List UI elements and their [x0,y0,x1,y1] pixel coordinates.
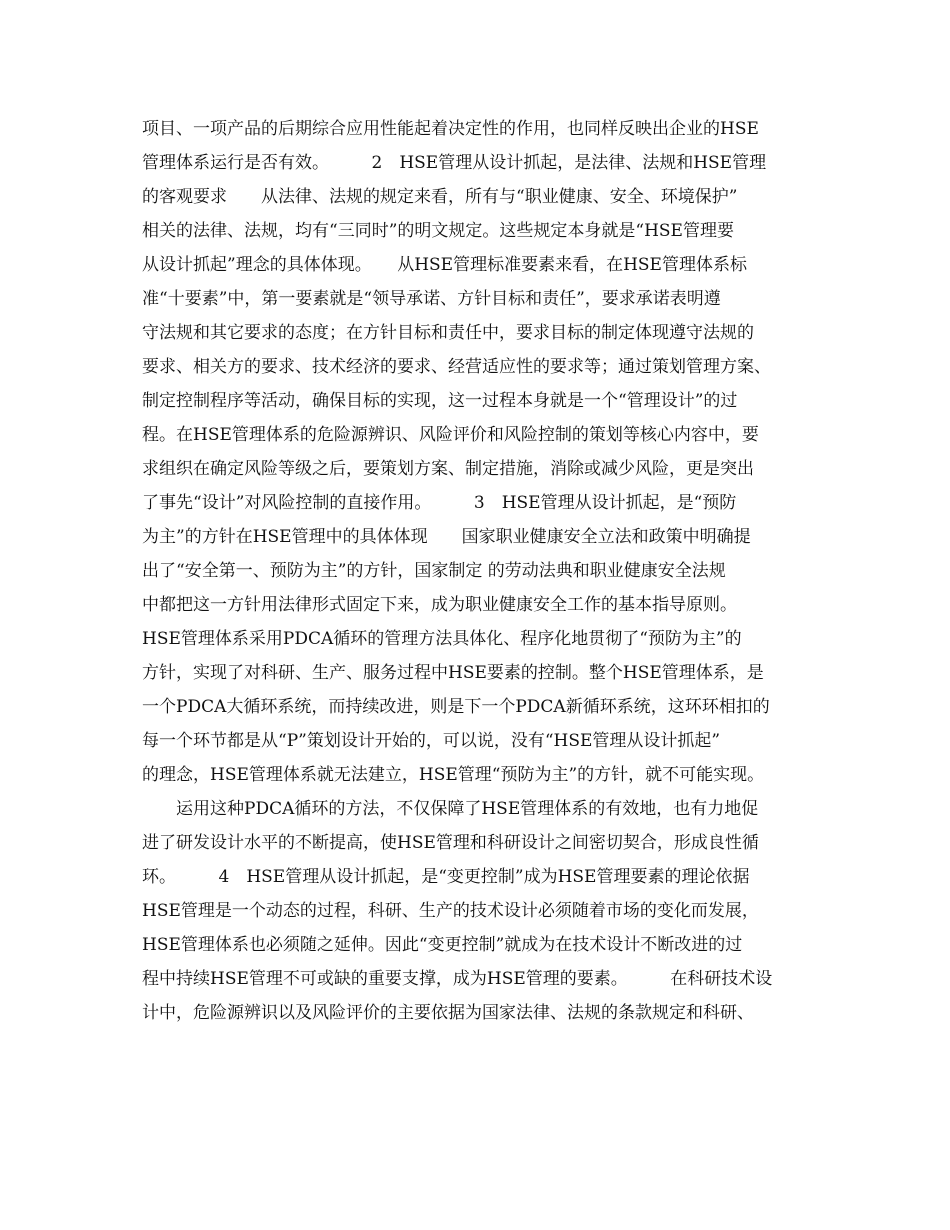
text-line: 项目、一项产品的后期综合应用性能起着决定性的作用，也同样反映出企业的HSE [142,119,759,139]
text-line: 进了研发设计水平的不断提高，使HSE管理和科研设计之间密切契合，形成良性循 [142,833,759,853]
text-line: HSE管理体系采用PDCA循环的管理方法具体化、程序化地贯彻了“预防为主”的 [142,629,742,649]
text-line: 了事先“设计”对风险控制的直接作用。 3 HSE管理从设计抓起，是“预防 [142,493,737,513]
text-line: 要求、相关方的要求、技术经济的要求、经营适应性的要求等；通过策划管理方案、 [142,357,771,377]
text-line: 制定控制程序等活动，确保目标的实现，这一过程本身就是一个“管理设计”的过 [142,391,738,411]
text-line: 方针，实现了对科研、生产、服务过程中HSE要素的控制。整个HSE管理体系，是 [142,663,764,683]
text-line: 运用这种PDCA循环的方法，不仅保障了HSE管理体系的有效地，也有力地促 [142,799,759,819]
text-line: 中都把这一方针用法律形式固定下来，成为职业健康安全工作的基本指导原则。 [142,595,737,615]
text-line: HSE管理是一个动态的过程，科研、生产的技术设计必须随着市场的变化而发展， [142,901,759,921]
text-line: 程。在HSE管理体系的危险源辨识、风险评价和风险控制的策划等核心内容中，要 [142,425,759,445]
text-line: 相关的法律、法规，均有“三同时”的明文规定。这些规定本身就是“HSE管理要 [142,221,734,241]
text-line: 求组织在确定风险等级之后，要策划方案、制定措施，消除或减少风险，更是突出 [142,459,754,479]
text-line: 从设计抓起”理念的具体体现。 从HSE管理标准要素来看，在HSE管理体系标 [142,255,747,275]
text-line: 为主”的方针在HSE管理中的具体体现 国家职业健康安全立法和政策中明确提 [142,527,751,547]
text-line: 的客观要求 从法律、法规的规定来看，所有与“职业健康、安全、环境保护” [142,187,738,207]
body-text [142,112,822,1030]
text-line: HSE管理体系也必须随之延伸。因此“变更控制”就成为在技术设计不断改进的过 [142,935,743,955]
text-line: 管理体系运行是否有效。 2 HSE管理从设计抓起，是法律、法规和HSE管理 [142,153,767,173]
text-line: 的理念，HSE管理体系就无法建立，HSE管理“预防为主”的方针，就不可能实现。 [142,765,765,785]
text-line: 计中，危险源辨识以及风险评价的主要依据为国家法律、法规的条款规定和科研、 [142,1003,754,1023]
text-line: 环。 4 HSE管理从设计抓起，是“变更控制”成为HSE管理要素的理论依据 [142,867,750,887]
text-line: 准“十要素”中，第一要素就是“领导承诺、方针目标和责任”，要求承诺表明遵 [142,289,721,309]
text-line: 程中持续HSE管理不可或缺的重要支撑，成为HSE管理的要素。 在科研技术设 [142,969,773,989]
text-line: 出了“安全第一、预防为主”的方针，国家制定 的劳动法典和职业健康安全法规 [142,561,726,581]
text-line: 每一个环节都是从“P”策划设计开始的，可以说，没有“HSE管理从设计抓起” [142,731,721,751]
text-line: 一个PDCA大循环系统，而持续改进，则是下一个PDCA新循环系统，这环环相扣的 [142,697,770,717]
text-line: 守法规和其它要求的态度；在方针目标和责任中，要求目标的制定体现遵守法规的 [142,323,754,343]
